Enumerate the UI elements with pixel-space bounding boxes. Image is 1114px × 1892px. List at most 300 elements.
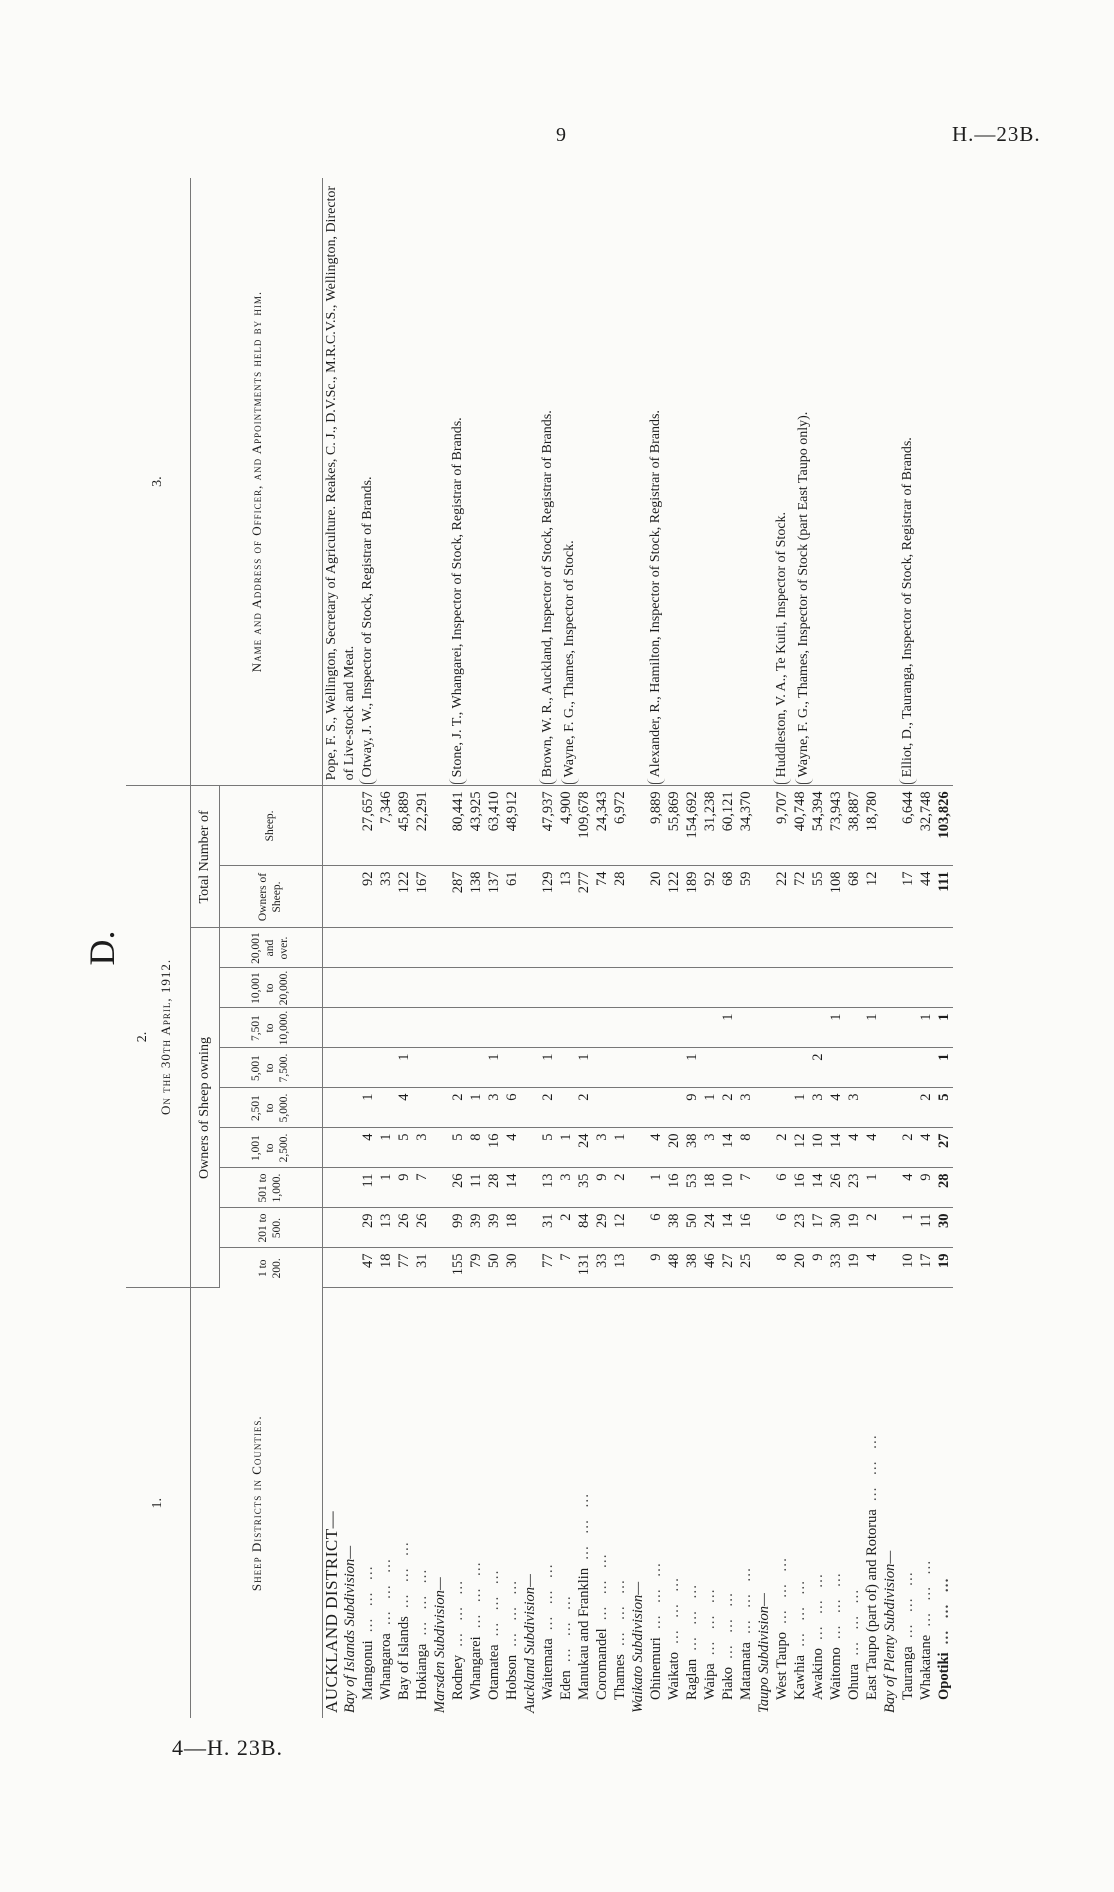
owner-count: 29 <box>359 1208 377 1248</box>
empty-cell <box>629 178 647 786</box>
owner-count <box>611 1048 629 1088</box>
owner-count <box>575 1008 593 1048</box>
total-sheep: 9,889 <box>647 786 665 866</box>
empty-cell <box>755 178 773 786</box>
county-name <box>539 1288 557 1718</box>
empty-cell <box>755 786 773 866</box>
leader-dots: … … … <box>576 1489 592 1568</box>
total-sheep: 55,869 <box>665 786 683 866</box>
owner-count <box>665 968 683 1008</box>
empty-cell <box>881 1248 899 1288</box>
county-name <box>665 1288 683 1718</box>
owner-count <box>863 928 881 968</box>
owner-count <box>467 1008 485 1048</box>
county-name <box>359 1288 377 1718</box>
empty-cell <box>881 178 899 786</box>
owner-count: 2 <box>611 1168 629 1208</box>
owner-count <box>377 1088 395 1128</box>
range-header: 2,501 to 5,000. <box>220 1088 323 1128</box>
county-name <box>485 1288 503 1718</box>
leader-dots: … … … <box>738 1563 754 1643</box>
county-label: Awakino <box>810 1648 826 1700</box>
empty-cell <box>521 968 539 1008</box>
county-name <box>377 1288 395 1718</box>
range-header: 501 to 1,000. <box>220 1168 323 1208</box>
owner-count <box>773 968 791 1008</box>
owner-count: 11 <box>359 1168 377 1208</box>
owner-count: 4 <box>827 1088 845 1128</box>
owner-count: 16 <box>737 1208 755 1248</box>
empty-cell <box>881 1168 899 1208</box>
subdivision-name: Bay of Plenty Subdivision— <box>882 1550 898 1713</box>
owner-count: 2 <box>575 1088 593 1128</box>
owner-count: 18 <box>503 1208 521 1248</box>
owner-count: 47 <box>359 1248 377 1288</box>
empty-cell <box>755 1248 773 1288</box>
empty-cell <box>431 1168 449 1208</box>
leader-dots: … … … <box>774 1553 790 1632</box>
empty-cell <box>431 1128 449 1168</box>
owner-count: 7 <box>737 1168 755 1208</box>
empty-cell <box>431 1008 449 1048</box>
empty-cell <box>323 968 342 1008</box>
total-sheep: 48,912 <box>503 786 521 866</box>
owner-count <box>683 1008 701 1048</box>
owner-count: 26 <box>395 1208 413 1248</box>
col1-number: 1. <box>126 1288 191 1718</box>
total-owners: 111 <box>935 866 953 928</box>
county-name <box>413 1288 431 1718</box>
owner-count: 13 <box>377 1208 395 1248</box>
owner-count <box>593 1048 611 1088</box>
total-sheep: 45,889 <box>395 786 413 866</box>
county-label: West Taupo <box>774 1631 790 1700</box>
owner-count: 14 <box>719 1128 737 1168</box>
owner-count <box>935 928 953 968</box>
owner-count <box>845 928 863 968</box>
owner-count: 77 <box>395 1248 413 1288</box>
empty-cell <box>431 866 449 928</box>
owner-count: 29 <box>593 1208 611 1248</box>
owner-count: 2 <box>863 1208 881 1248</box>
owner-count: 3 <box>485 1088 503 1128</box>
empty-cell <box>341 1208 359 1248</box>
county-name <box>683 1288 701 1718</box>
owner-count <box>593 1088 611 1128</box>
total-sheep: 6,644 <box>899 786 917 866</box>
owner-count <box>917 928 935 968</box>
owner-count: 2 <box>809 1048 827 1088</box>
owner-count: 11 <box>917 1208 935 1248</box>
owner-count: 1 <box>917 1008 935 1048</box>
county-label: Whangarei <box>468 1636 484 1700</box>
leader-dots: … … … <box>900 1567 916 1647</box>
total-sheep: 47,937 <box>539 786 557 866</box>
owner-count: 25 <box>737 1248 755 1288</box>
owner-count: 26 <box>827 1168 845 1208</box>
total-sheep: 7,346 <box>377 786 395 866</box>
owner-count: 1 <box>701 1088 719 1128</box>
owner-count <box>377 968 395 1008</box>
owner-count <box>413 1048 431 1088</box>
county-label: Mangonui <box>360 1640 376 1700</box>
owner-count <box>701 1008 719 1048</box>
county-label: East Taupo (part of) and Rotorua <box>864 1509 880 1700</box>
county-label: Ohinemuri <box>648 1637 664 1700</box>
owner-count: 14 <box>719 1208 737 1248</box>
total-owners-header: Owners of Sheep. <box>220 866 323 928</box>
total-sheep: 24,343 <box>593 786 611 866</box>
owner-count <box>665 1088 683 1128</box>
officer-appointment <box>359 178 431 786</box>
owner-count <box>737 1008 755 1048</box>
owner-count <box>737 1048 755 1088</box>
owner-count: 3 <box>809 1088 827 1128</box>
owner-count: 1 <box>395 1048 413 1088</box>
county-label: Rodney <box>450 1654 466 1700</box>
owner-count <box>773 1008 791 1048</box>
total-group-header: Total Number of <box>191 786 220 928</box>
owner-count <box>413 928 431 968</box>
empty-cell <box>521 1168 539 1208</box>
total-owners: 167 <box>413 866 431 928</box>
owner-count: 19 <box>845 1248 863 1288</box>
subdivision-name: Auckland Subdivision— <box>522 1574 538 1713</box>
empty-cell <box>431 786 449 866</box>
officer-appointment <box>539 178 629 786</box>
owner-count: 20 <box>665 1128 683 1168</box>
empty-cell <box>881 1128 899 1168</box>
empty-cell <box>881 968 899 1008</box>
owner-count: 1 <box>359 1088 377 1128</box>
leader-dots: … … … <box>504 1576 520 1655</box>
owner-count: 77 <box>539 1248 557 1288</box>
owner-count: 8 <box>773 1248 791 1288</box>
owner-count <box>557 928 575 968</box>
officer-name: Huddleston, V. A., Te Kuiti, Inspector of Stock. <box>773 183 791 785</box>
owner-count <box>359 968 377 1008</box>
county-name <box>395 1288 413 1718</box>
owner-count <box>863 1088 881 1128</box>
owner-count <box>719 968 737 1008</box>
owner-count: 14 <box>503 1168 521 1208</box>
county-label: Waitemata <box>540 1638 556 1700</box>
total-sheep: 4,900 <box>557 786 575 866</box>
rotated-table-area <box>78 178 1088 1718</box>
total-owners: 137 <box>485 866 503 928</box>
owner-count: 2 <box>719 1088 737 1128</box>
owner-count <box>791 1008 809 1048</box>
table-row <box>359 178 377 1718</box>
owner-count <box>377 928 395 968</box>
table-row <box>773 178 791 1718</box>
leader-dots: … … … <box>702 1584 718 1664</box>
total-sheep: 27,657 <box>359 786 377 866</box>
owner-count: 18 <box>701 1168 719 1208</box>
county-name <box>773 1288 791 1718</box>
owner-count <box>485 928 503 968</box>
empty-cell <box>431 968 449 1008</box>
total-owners: 122 <box>665 866 683 928</box>
total-owners: 138 <box>467 866 485 928</box>
empty-cell <box>881 1008 899 1048</box>
owner-count: 7 <box>557 1248 575 1288</box>
empty-cell <box>323 866 342 928</box>
leader-dots: … … … <box>486 1566 502 1645</box>
owner-count <box>899 968 917 1008</box>
empty-cell <box>755 1208 773 1248</box>
owner-count <box>647 1088 665 1128</box>
empty-cell <box>755 1168 773 1208</box>
owner-count <box>647 1048 665 1088</box>
owner-count: 16 <box>485 1128 503 1168</box>
leader-dots: … … … <box>936 1574 952 1653</box>
total-owners: 33 <box>377 866 395 928</box>
owner-count: 1 <box>899 1208 917 1248</box>
owner-count: 1 <box>935 1048 953 1088</box>
owner-count <box>557 1008 575 1048</box>
leader-dots: … … … <box>810 1569 826 1649</box>
owner-count: 79 <box>467 1248 485 1288</box>
owner-count <box>899 928 917 968</box>
owner-count <box>449 968 467 1008</box>
owner-count: 17 <box>917 1248 935 1288</box>
owner-count: 46 <box>701 1248 719 1288</box>
owner-count <box>863 1048 881 1088</box>
owner-count: 17 <box>809 1208 827 1248</box>
owner-count <box>719 1048 737 1088</box>
total-owners: 59 <box>737 866 755 928</box>
subdivision-name: Bay of Islands Subdivision— <box>342 1545 358 1713</box>
owner-count <box>737 928 755 968</box>
leader-dots: … … … <box>414 1565 430 1644</box>
col3-number: 3. <box>126 178 191 786</box>
owner-count <box>503 1048 521 1088</box>
table-row <box>539 178 557 1718</box>
owner-count: 24 <box>701 1208 719 1248</box>
empty-cell <box>323 1008 342 1048</box>
owner-count: 1 <box>683 1048 701 1088</box>
empty-cell <box>341 1248 359 1288</box>
total-sheep: 43,925 <box>467 786 485 866</box>
owner-count <box>449 928 467 968</box>
owner-count <box>683 928 701 968</box>
owner-count <box>503 928 521 968</box>
empty-cell <box>323 928 342 968</box>
owner-count <box>647 968 665 1008</box>
section-letter: D. <box>82 930 122 966</box>
owner-count <box>539 928 557 968</box>
owner-count <box>539 968 557 1008</box>
owner-count: 30 <box>935 1208 953 1248</box>
empty-cell <box>629 968 647 1008</box>
owner-count <box>413 1088 431 1128</box>
col3-title: Name and Address of Officer, and Appointments held by him. <box>191 178 323 786</box>
county-name <box>557 1288 575 1718</box>
empty-cell <box>341 968 359 1008</box>
owner-count: 84 <box>575 1208 593 1248</box>
county-label: Eden <box>558 1670 574 1700</box>
owner-count <box>935 968 953 1008</box>
owner-count <box>827 928 845 968</box>
total-sheep: 38,887 <box>845 786 863 866</box>
owner-count: 1 <box>557 1128 575 1168</box>
county-label: Bay of Islands <box>396 1616 412 1700</box>
subdivision-name: Marsden Subdivision— <box>432 1577 448 1713</box>
empty-cell <box>629 1208 647 1248</box>
empty-cell <box>521 1088 539 1128</box>
owner-count: 12 <box>791 1128 809 1168</box>
owner-count: 10 <box>719 1168 737 1208</box>
leader-dots: … … … <box>378 1554 394 1634</box>
owner-count: 13 <box>611 1248 629 1288</box>
owner-count: 2 <box>917 1088 935 1128</box>
range-header: 5,001 to 7,500. <box>220 1048 323 1088</box>
owner-count: 35 <box>575 1168 593 1208</box>
officer-name: Otway, J. W., Inspector of Stock, Registrar of Brands. <box>359 183 377 785</box>
owner-count <box>827 1048 845 1088</box>
owner-count <box>449 1008 467 1048</box>
empty-cell <box>341 1008 359 1048</box>
total-owners: 92 <box>701 866 719 928</box>
owner-count: 99 <box>449 1208 467 1248</box>
owner-count <box>503 1008 521 1048</box>
owner-count <box>701 928 719 968</box>
owners-group-header: Owners of Sheep owning <box>191 928 220 1288</box>
owner-count: 4 <box>647 1128 665 1168</box>
owner-count: 1 <box>935 1008 953 1048</box>
county-name <box>449 1288 467 1718</box>
empty-cell <box>755 1088 773 1128</box>
owner-count <box>359 928 377 968</box>
total-sheep: 34,370 <box>737 786 755 866</box>
owner-count <box>359 1008 377 1048</box>
owner-count <box>863 968 881 1008</box>
owner-count: 38 <box>683 1128 701 1168</box>
leader-dots: … … … <box>648 1558 664 1638</box>
owner-count: 1 <box>575 1048 593 1088</box>
owner-count: 1 <box>719 1008 737 1048</box>
owner-count <box>737 968 755 1008</box>
empty-cell <box>881 1048 899 1088</box>
empty-cell <box>323 1168 342 1208</box>
owner-count: 1 <box>647 1168 665 1208</box>
empty-cell <box>881 1208 899 1248</box>
owner-count: 5 <box>935 1088 953 1128</box>
owner-count <box>377 1048 395 1088</box>
leader-dots: … … … <box>666 1573 682 1653</box>
owner-count: 31 <box>413 1248 431 1288</box>
empty-cell <box>881 786 899 866</box>
owner-count: 53 <box>683 1168 701 1208</box>
county-label: Tauranga <box>900 1646 916 1700</box>
owner-count: 4 <box>359 1128 377 1168</box>
owner-count: 23 <box>791 1208 809 1248</box>
county-label: Ohura <box>846 1663 862 1700</box>
col1-title: Sheep Districts in Counties. <box>191 1288 323 1718</box>
total-owners: 17 <box>899 866 917 928</box>
range-header: 1,001 to 2,500. <box>220 1128 323 1168</box>
owner-count <box>359 1048 377 1088</box>
col2-header: 2. On the 30th April, 1912. <box>126 786 191 1288</box>
owner-count: 3 <box>557 1168 575 1208</box>
owner-count <box>485 968 503 1008</box>
owner-count: 6 <box>647 1208 665 1248</box>
owner-count: 39 <box>485 1208 503 1248</box>
total-owners: 74 <box>593 866 611 928</box>
total-owners: 61 <box>503 866 521 928</box>
owner-count <box>449 1048 467 1088</box>
owner-count <box>575 968 593 1008</box>
leader-dots: … … … <box>558 1591 574 1671</box>
district-name: AUCKLAND DISTRICT— <box>322 1510 341 1713</box>
county-label: Manukau and Franklin <box>576 1567 592 1700</box>
owner-count <box>611 968 629 1008</box>
total-owners: 20 <box>647 866 665 928</box>
total-sheep: 60,121 <box>719 786 737 866</box>
empty-cell <box>521 178 539 786</box>
empty-cell <box>341 1168 359 1208</box>
officer-name-secondary: Wayne, F. G., Thames, Inspector of Stock (part East Taupo only). <box>795 183 813 785</box>
owner-count: 2 <box>539 1088 557 1128</box>
county-name <box>503 1288 521 1718</box>
owner-count: 8 <box>737 1128 755 1168</box>
owner-count: 24 <box>575 1128 593 1168</box>
leader-dots: … … … <box>828 1568 844 1648</box>
owner-count <box>593 1008 611 1048</box>
owner-count: 27 <box>719 1248 737 1288</box>
empty-cell <box>881 1088 899 1128</box>
owner-count: 1 <box>377 1168 395 1208</box>
total-owners: 28 <box>611 866 629 928</box>
leader-dots: … … … <box>468 1558 484 1637</box>
empty-cell <box>431 1088 449 1128</box>
owner-count <box>917 968 935 1008</box>
county-label: Raglan <box>684 1658 700 1700</box>
range-header: 20,001 and over. <box>220 928 323 968</box>
range-header: 10,001 to 20,000. <box>220 968 323 1008</box>
total-sheep: 63,410 <box>485 786 503 866</box>
owner-count: 12 <box>611 1208 629 1248</box>
owner-count <box>395 968 413 1008</box>
owner-count <box>611 1088 629 1128</box>
owner-count <box>611 1008 629 1048</box>
officer-appointment <box>899 178 953 786</box>
empty-cell <box>341 1088 359 1128</box>
sheep-returns-table <box>126 178 953 1718</box>
owner-count <box>503 968 521 1008</box>
owner-count: 2 <box>557 1208 575 1248</box>
owner-count: 50 <box>485 1248 503 1288</box>
owner-count: 13 <box>539 1168 557 1208</box>
empty-cell <box>629 1248 647 1288</box>
total-owners: 72 <box>791 866 809 928</box>
owner-count: 30 <box>827 1208 845 1248</box>
county-name <box>809 1288 827 1718</box>
owner-count: 31 <box>539 1208 557 1248</box>
table-row <box>449 178 467 1718</box>
owner-count <box>647 1008 665 1048</box>
leader-dots: … … … <box>540 1559 556 1639</box>
owner-count: 38 <box>665 1208 683 1248</box>
county-name <box>863 1288 881 1718</box>
county-name <box>737 1288 755 1718</box>
owner-count: 155 <box>449 1248 467 1288</box>
officer-name-secondary: Wayne, F. G., Thames, Inspector of Stock. <box>561 183 579 785</box>
owner-count <box>557 968 575 1008</box>
county-name <box>827 1288 845 1718</box>
leader-dots: … … … <box>918 1556 934 1635</box>
